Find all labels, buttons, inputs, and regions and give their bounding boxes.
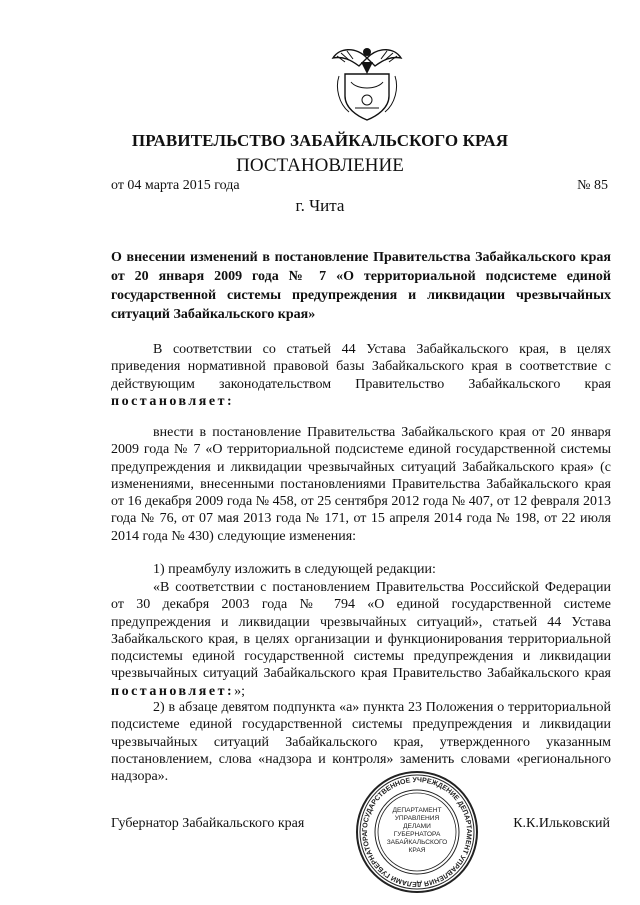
quote-text: «В соответствии с постановлением Правительства Российской Федерации от 30 декабря 2003 года № 794 «О единой государственной системе предупреждения и ликвидации чрезвычайных ситуаций», статьей 44 Устава Забайкальского края, в целях организации и функционирования территориальной подсистемы единой государственной системы предупреждения и ликвидации чрезвычайных ситуаций Забайкальского края Правительство Забайкальского края [111, 580, 611, 682]
coat-of-arms-icon [331, 38, 403, 122]
official-stamp [355, 770, 479, 894]
item-2-paragraph: 2) в абзаце девятом подпункта «а» пункта 23 Положения о территориальной подсистеме единой государственной системы предупреждения и ликвидации чрезвычайных ситуаций Забайкальского края, утвержденного указанным постановлением, слова «надзора и контроля» заменить словами «регионального надзора». [111, 700, 611, 785]
document-type: ПОСТАНОВЛЕНИЕ [236, 155, 404, 176]
document-number: № 85 [577, 178, 608, 193]
intro-paragraph [111, 341, 611, 410]
document-city: г. Чита [295, 196, 345, 215]
document-subject: О внесении изменений в постановление Правительства Забайкальского края от 20 января 2009 года № 7 «О территориальной подсистеме единой государственной системы предупреждения и ликвидации чрезвычайных ситуаций Забайкальского края» [111, 250, 611, 322]
stamp-line-4: ГУБЕРНАТОРА [393, 831, 441, 838]
document-date: от 04 марта 2015 года [111, 178, 240, 193]
organization-title: ПРАВИТЕЛЬСТВО ЗАБАЙКАЛЬСКОГО КРАЯ [131, 131, 509, 150]
stamp-line-1: ДЕПАРТАМЕНТ [392, 807, 442, 814]
signatory-position: Губернатор Забайкальского края [111, 816, 305, 831]
item-1-paragraph: 1) преамбулу изложить в следующей редакции: [153, 562, 436, 577]
main-paragraph: внести в постановление Правительства Забайкальского края от 20 января 2009 года № 7 «О территориальной подсистеме единой государственной системы предупреждения и ликвидации чрезвычайных ситуаций Забайкальского края» (с изменениями, внесенными постановлениями Правительства Забайкальского края от 16 декабря 2009 года № 458, от 25 сентября 2012 года № 407, от 12 февраля 2013 года № 76, от 07 мая 2013 года № 171, от 15 апреля 2014 года № 198, от 22 июля 2014 года № 430) следующие изменения: [111, 425, 611, 544]
resolves-word: постановляет: [111, 393, 235, 409]
intro-text: В соответствии со статьей 44 Устава Забайкальского края, в целях приведения нормативной правовой базы Забайкальского края в соответствие с действующим законодательством Правительство Забайкальского края [111, 342, 611, 392]
quote-close: »; [234, 683, 245, 699]
stamp-ring-text: ГОСУДАРСТВЕННОЕ УЧРЕЖДЕНИЕ ДЕПАРТАМЕНТ УПРАВЛЕНИЯ ДЕЛАМИ ГУБЕРНАТОРА [361, 776, 473, 888]
stamp-line-6: КРАЯ [408, 847, 426, 854]
quote-resolves-word: постановляет: [111, 683, 235, 699]
quote-paragraph [111, 579, 611, 700]
stamp-line-3: ДЕЛАМИ [403, 823, 431, 830]
stamp-line-2: УПРАВЛЕНИЯ [394, 815, 440, 822]
signatory-name: К.К.Ильковский [513, 816, 610, 831]
stamp-line-5: ЗАБАЙКАЛЬСКОГО [386, 839, 448, 846]
